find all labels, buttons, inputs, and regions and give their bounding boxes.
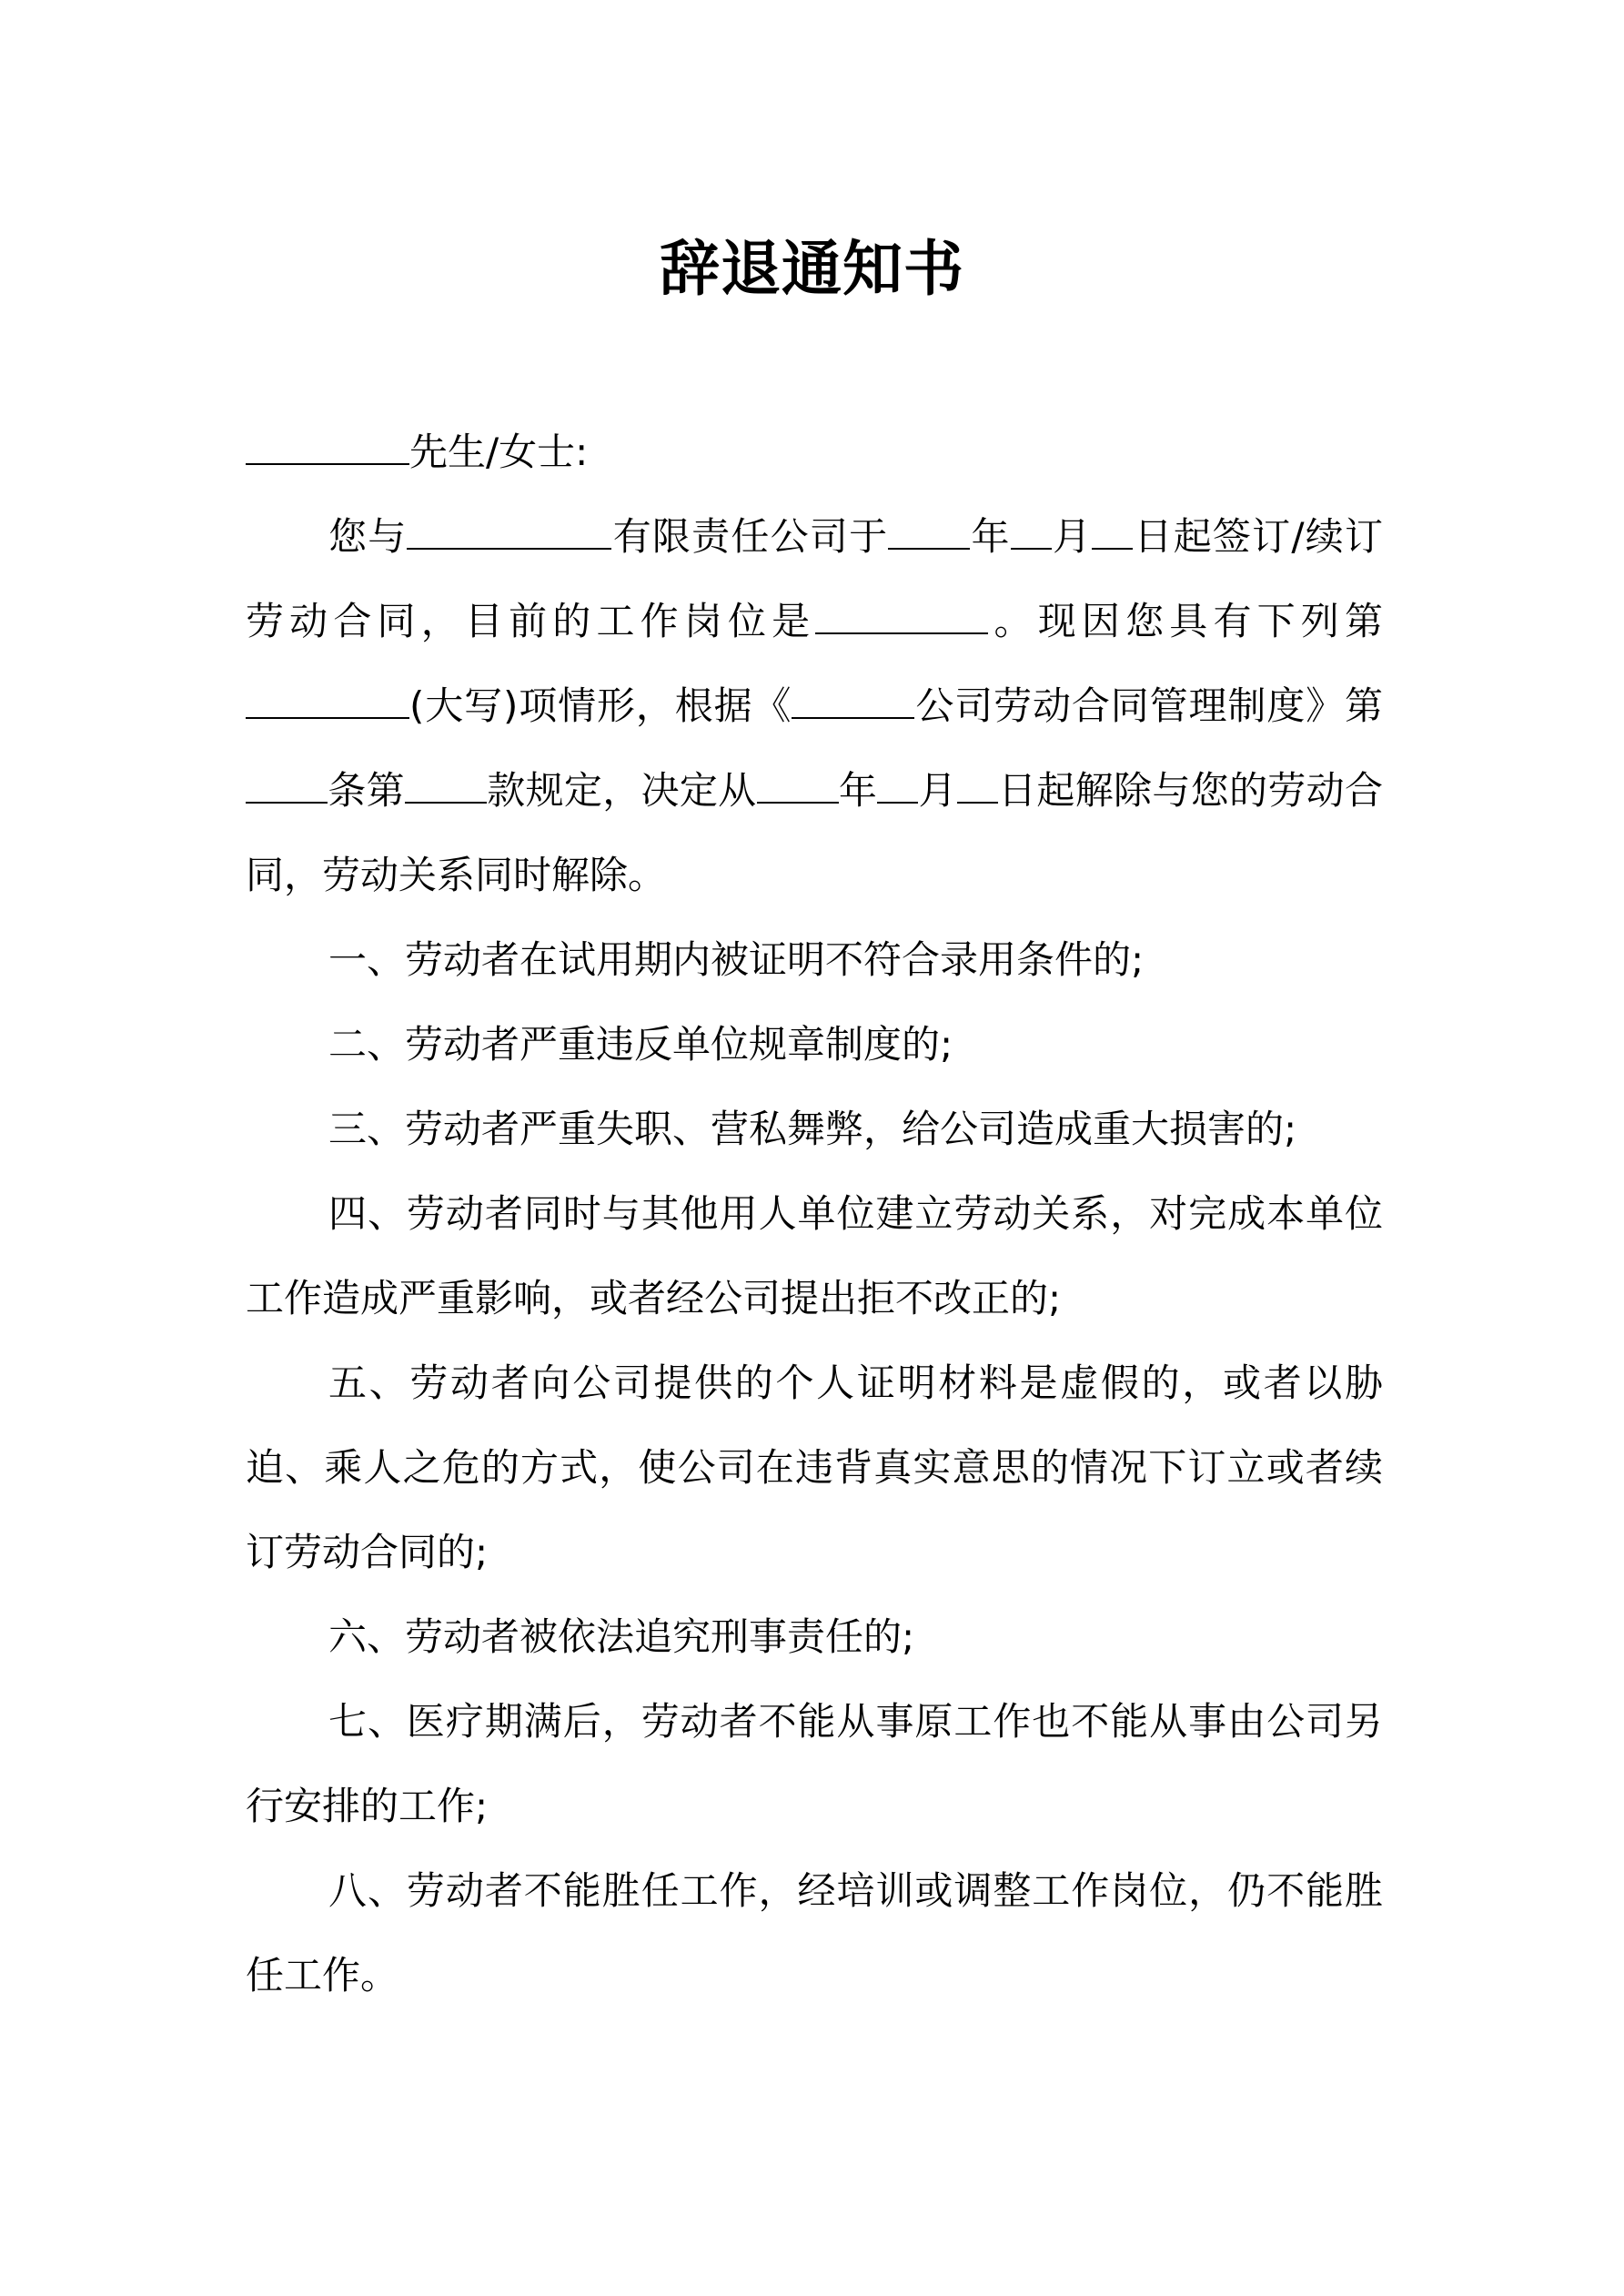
document-body	[246, 410, 1383, 2018]
clause-number-blank	[405, 774, 487, 804]
notice-text: 年	[838, 768, 878, 813]
sign-year-blank	[888, 521, 970, 550]
article-number-blank	[246, 774, 328, 804]
notice-text: 有限责任公司于	[611, 514, 889, 559]
list-item: 一、劳动者在试用期内被证明不符合录用条件的;	[328, 937, 1145, 982]
termination-month-blank	[877, 774, 918, 804]
notice-text: (大写)项情形，根据《	[409, 683, 792, 728]
document-title: 辞退通知书	[660, 233, 964, 304]
list-item: 六、劳动者被依法追究刑事责任的;	[328, 1614, 915, 1659]
notice-text: 条第	[328, 768, 405, 813]
sign-month-blank	[1011, 521, 1052, 550]
item-number-blank	[246, 690, 409, 719]
company-name-blank	[407, 521, 611, 550]
list-item: 八、劳动者不能胜任工作，经培训或调整工作岗位，仍不能胜任工作。	[246, 1868, 1383, 1998]
notice-text: 您与	[328, 514, 408, 559]
notice-text: 年	[970, 514, 1011, 559]
notice-text: 月	[1051, 514, 1093, 559]
job-position-blank	[815, 605, 988, 634]
notice-paragraph	[246, 494, 1383, 917]
notice-text: 日起签订/续订劳动合同，目前的工作岗位是	[246, 514, 1383, 643]
recipient-name-blank	[246, 436, 409, 465]
salutation-text: 先生/女士:	[409, 430, 589, 474]
termination-year-blank	[757, 774, 839, 804]
sign-day-blank	[1092, 521, 1133, 550]
notice-text: 。现因您具有下列第	[988, 599, 1383, 643]
list-item: 七、医疗期满后，劳动者不能从事原工作也不能从事由公司另行安排的工作;	[246, 1699, 1383, 1828]
company-blank	[792, 690, 914, 719]
notice-text: 公司劳动合同管理制度》第	[914, 683, 1383, 728]
termination-day-blank	[957, 774, 998, 804]
list-item: 二、劳动者严重违反单位规章制度的;	[328, 1022, 953, 1067]
notice-text: 日起解除与您的劳动合同，劳动关系同时解除。	[246, 768, 1383, 897]
notice-text: 月	[918, 768, 957, 813]
list-item: 三、劳动者严重失职、营私舞弊，给公司造成重大损害的;	[328, 1107, 1297, 1151]
salutation-line	[246, 410, 1383, 494]
list-item: 五、劳动者向公司提供的个人证明材料是虚假的，或者以胁迫、乘人之危的方式，使公司在违背真实意思的情况下订立或者续订劳动合同的;	[246, 1360, 1383, 1574]
notice-text: 款规定，决定从	[486, 768, 757, 813]
list-item: 四、劳动者同时与其他用人单位建立劳动关系，对完成本单位工作造成严重影响，或者经公司提出拒不改正的;	[246, 1191, 1383, 1320]
